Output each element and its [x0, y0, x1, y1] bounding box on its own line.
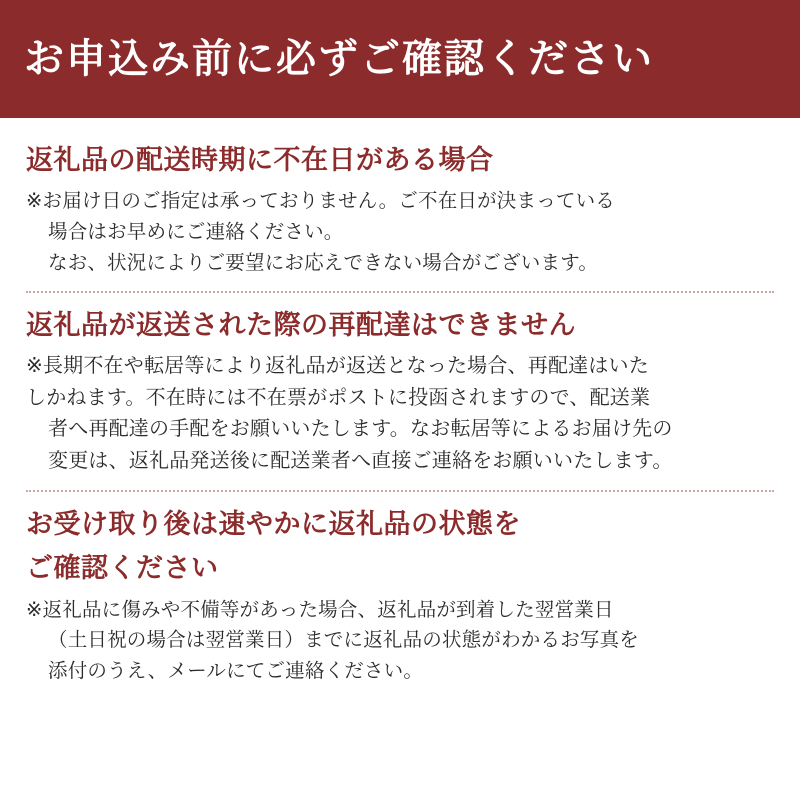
section-line: （土日祝の場合は翌営業日）までに返礼品の状態がわかるお写真を: [48, 629, 640, 652]
section-heading: お受け取り後は速やかに返礼品の状態を: [26, 508, 521, 539]
notice-section-absence-period: [26, 128, 774, 291]
section-line: 変更は、返礼品発送後に配送業者へ直接ご連絡をお願いいたします。: [48, 450, 673, 473]
section-body: [26, 351, 774, 477]
section-line: 添付のうえ、メールにてご連絡ください。: [48, 660, 424, 683]
notice-section-check-on-receipt: [26, 490, 774, 699]
section-heading: 返礼品が返送された際の再配達はできません: [26, 309, 576, 340]
section-body: [26, 186, 774, 278]
section-line: 者へ再配達の手配をお願いいたします。なお転居等によるお届け先の: [48, 418, 673, 441]
notice-sections: [0, 118, 800, 800]
section-line: ※返礼品に傷みや不備等があった場合、返礼品が到着した翌営業日: [26, 598, 614, 621]
notice-section-no-redelivery: [26, 291, 774, 490]
section-body: [26, 595, 774, 687]
section-line: 場合はお早めにご連絡ください。: [48, 221, 344, 244]
section-heading: 返礼品の配送時期に不在日がある場合: [26, 145, 494, 175]
section-line: ※お届け日のご指定は承っておりません。ご不在日が決まっている: [26, 190, 616, 213]
page-header: [0, 0, 800, 118]
section-heading-line2: ご確認ください: [26, 553, 219, 584]
page-title: お申込み前に必ずご確認ください: [24, 37, 654, 81]
section-line: なお、状況によりご要望にお応えできない場合がございます。: [48, 252, 599, 275]
section-line: ※長期不在や転居等により返礼品が返送となった場合、再配達はいた: [26, 355, 649, 378]
section-line: しかねます。不在時には不在票がポストに投函されますので、配送業: [26, 386, 651, 409]
